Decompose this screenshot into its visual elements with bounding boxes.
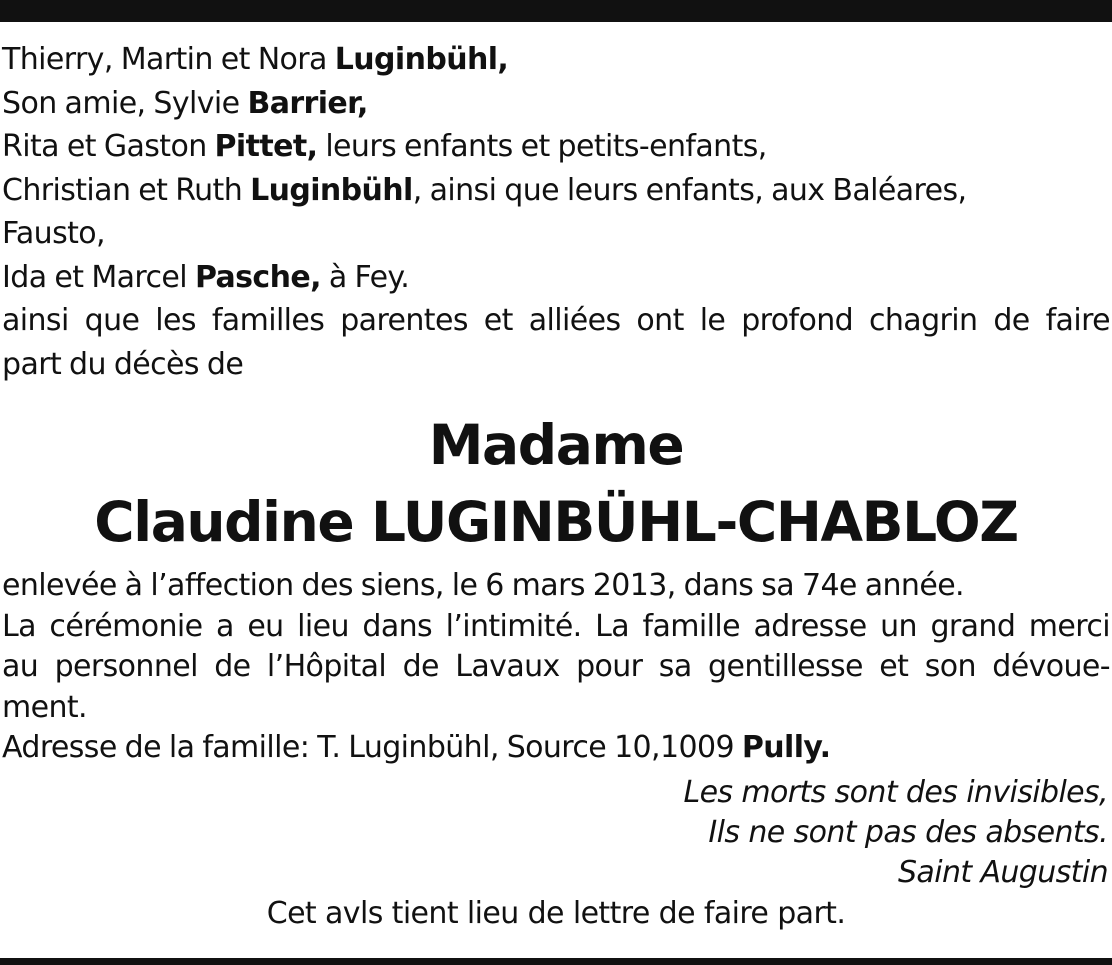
address-text: Adresse de la famille: T. Luginbühl, Source 10,1009 xyxy=(2,730,742,765)
family-line xyxy=(2,169,1110,213)
deceased-name: Claudine LUGINBÜHL-CHABLOZ xyxy=(94,490,1018,554)
family-address xyxy=(2,728,1110,769)
family-surname: Pasche, xyxy=(194,259,321,295)
family-list xyxy=(2,38,1110,386)
quote-line: Ils ne sont pas des absents. xyxy=(708,814,1108,850)
obituary-notice xyxy=(2,38,1110,934)
bottom-rule xyxy=(0,958,1112,965)
top-rule xyxy=(0,0,1112,22)
family-names: Rita et Gaston xyxy=(2,129,215,164)
family-surname: Pittet, xyxy=(214,129,318,164)
family-names: Thierry, Martin et Nora xyxy=(2,42,335,77)
epitaph-quote xyxy=(2,773,1110,893)
family-surname: Barrier, xyxy=(247,85,368,121)
family-surname: Luginbühl, xyxy=(334,42,509,77)
family-line xyxy=(2,38,1110,82)
closing-note: Cet avls tient lieu de lettre de faire part. xyxy=(266,895,846,931)
passing-line: enlevée à l’affection des siens, le 6 mars 2013, dans sa 74e année. xyxy=(2,568,964,603)
family-names: Son amie, Sylvie xyxy=(2,85,248,121)
family-line xyxy=(2,125,1110,169)
family-detail: à Fey. xyxy=(320,259,410,295)
family-detail: leurs enfants et petits-enfants, xyxy=(317,129,767,164)
ceremony-line: La cérémonie a eu lieu dans l’intimité. La famille adresse un grand merci xyxy=(2,608,1110,644)
ceremony-line: ment. xyxy=(2,689,87,725)
family-surname: Luginbühl xyxy=(250,172,413,208)
deceased-heading xyxy=(2,407,1110,561)
family-names: Christian et Ruth xyxy=(2,172,251,208)
family-names: Fausto, xyxy=(2,216,105,251)
announcement-line: ainsi que les familles parentes et alliées ont le profond chagrin de faire xyxy=(2,303,1110,338)
address-city: Pully. xyxy=(741,730,831,765)
family-detail: , ainsi que leurs enfants, aux Baléares, xyxy=(412,172,967,208)
announcement-line: part du décès de xyxy=(2,346,244,382)
ceremony-line: au personnel de l’Hôpital de Lavaux pour sa gentillesse et son dévoue- xyxy=(2,649,1110,684)
family-line xyxy=(2,256,1110,300)
family-line xyxy=(2,212,1110,256)
family-line xyxy=(2,82,1110,126)
deceased-title: Madame xyxy=(428,413,684,477)
family-names: Ida et Marcel xyxy=(2,259,195,295)
notice-details xyxy=(2,566,1110,769)
quote-line: Les morts sont des invisibles, xyxy=(683,774,1108,810)
quote-author: Saint Augustin xyxy=(897,854,1108,890)
